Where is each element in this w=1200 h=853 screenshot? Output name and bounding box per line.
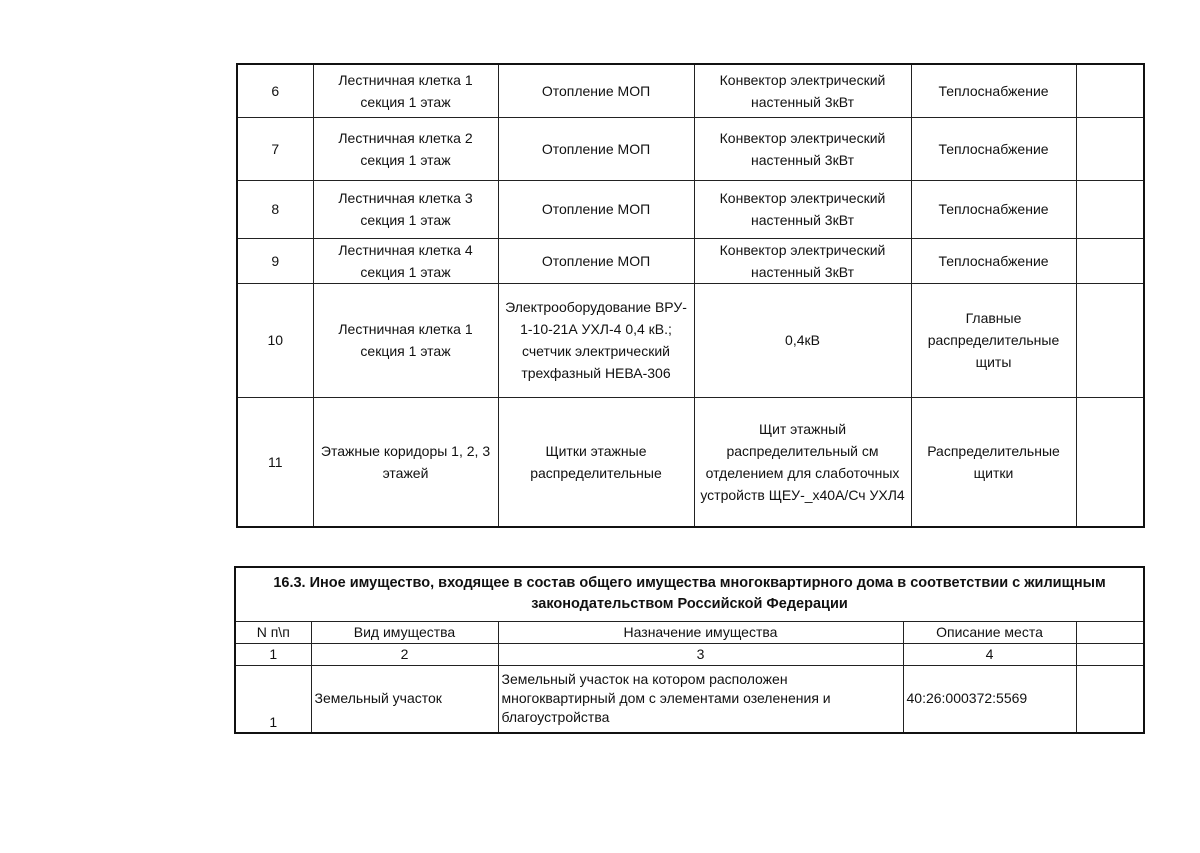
- table-row: [237, 117, 1144, 180]
- header-cell: Назначение имущества: [498, 621, 903, 643]
- equipment-line: устройств ЩЕУ-_х40А/Сч УХЛ4: [700, 486, 905, 503]
- property-type-cell: Земельный участок: [311, 665, 498, 733]
- other-property-table: [234, 566, 1145, 734]
- location-line: секция 1 этаж: [360, 212, 451, 228]
- equipment-cell: [694, 397, 911, 527]
- table-row: [237, 283, 1144, 397]
- purpose-cell: [498, 397, 694, 527]
- column-number: 4: [903, 643, 1076, 665]
- empty-cell: [1076, 117, 1144, 180]
- location-cell: 40:26:000372:5569: [903, 665, 1076, 733]
- row-number: 11: [237, 397, 313, 527]
- column-number: 3: [498, 643, 903, 665]
- empty-cell: [1076, 238, 1144, 283]
- header-cell: Описание места: [903, 621, 1076, 643]
- location-line: Лестничная клетка 3: [338, 190, 473, 206]
- equipment-line: Конвектор электрический: [719, 129, 886, 146]
- equipment-cell: [694, 238, 911, 283]
- row-number: 1: [235, 665, 311, 733]
- table-row: [237, 397, 1144, 527]
- location-line: секция 1 этаж: [360, 93, 451, 110]
- row-number: 6: [237, 64, 313, 117]
- table-row: [237, 180, 1144, 238]
- system-line: Главные: [965, 310, 1022, 326]
- empty-cell: [1076, 621, 1144, 643]
- equipment-table: [236, 63, 1145, 528]
- row-number: 7: [237, 117, 313, 180]
- system-cell: [911, 397, 1076, 527]
- equipment-cell: 0,4кВ: [694, 283, 911, 397]
- empty-cell: [1076, 397, 1144, 527]
- equipment-line: Конвектор электрический: [719, 71, 886, 88]
- empty-cell: [1076, 180, 1144, 238]
- location-line: Лестничная клетка 2: [338, 129, 473, 146]
- location-line: Этажные коридоры 1, 2, 3: [320, 442, 491, 459]
- row-number: 10: [237, 283, 313, 397]
- system-cell: Теплоснабжение: [911, 180, 1076, 238]
- equipment-line: настенный 3кВт: [751, 212, 854, 228]
- location-line: Лестничная клетка 1: [338, 321, 473, 337]
- equipment-line: распределительный см: [726, 442, 879, 459]
- location-cell: [313, 180, 498, 238]
- purpose-cell: Отопление МОП: [498, 64, 694, 117]
- purpose-cell: [498, 665, 903, 733]
- location-line: секция 1 этаж: [360, 151, 451, 168]
- header-cell: N п\п: [235, 621, 311, 643]
- purpose-line: Электрооборудование ВРУ-: [505, 299, 687, 315]
- empty-cell: [1076, 665, 1144, 733]
- purpose-cell: Отопление МОП: [498, 117, 694, 180]
- equipment-line: настенный 3кВт: [751, 151, 854, 168]
- system-line: Распределительные: [927, 442, 1060, 459]
- purpose-cell: Отопление МОП: [498, 180, 694, 238]
- equipment-cell: [694, 117, 911, 180]
- purpose-line: благоустройства: [501, 709, 610, 726]
- location-cell: [313, 117, 498, 180]
- system-line: щитки: [973, 464, 1014, 481]
- table-row: [237, 64, 1144, 117]
- system-cell: Теплоснабжение: [911, 238, 1076, 283]
- row-number: 9: [237, 238, 313, 283]
- equipment-line: настенный 3кВт: [751, 93, 854, 110]
- purpose-line: распределительные: [530, 464, 662, 481]
- section-title-line: 16.3. Иное имущество, входящее в состав общего имущества многоквартирного дома в соответствии с жилищным: [273, 575, 1106, 592]
- system-line: распределительные: [927, 332, 1060, 348]
- header-cell: Вид имущества: [311, 621, 498, 643]
- location-line: секция 1 этаж: [360, 343, 451, 359]
- location-line: Лестничная клетка 1: [338, 71, 473, 88]
- location-cell: [313, 283, 498, 397]
- column-number: 2: [311, 643, 498, 665]
- system-cell: [911, 283, 1076, 397]
- location-line: этажей: [382, 464, 429, 481]
- equipment-line: Конвектор электрический: [719, 241, 886, 258]
- purpose-line: Земельный участок на котором расположен: [501, 671, 788, 688]
- purpose-cell: Отопление МОП: [498, 238, 694, 283]
- location-cell: [313, 64, 498, 117]
- empty-cell: [1076, 64, 1144, 117]
- equipment-line: Щит этажный: [758, 420, 847, 437]
- location-cell: [313, 238, 498, 283]
- purpose-line: трехфазный НЕВА-306: [521, 365, 671, 381]
- location-line: Лестничная клетка 4: [338, 241, 473, 258]
- purpose-line: Щитки этажные: [545, 442, 647, 459]
- section-title: [235, 567, 1144, 621]
- header-row: [235, 621, 1144, 643]
- equipment-line: Конвектор электрический: [719, 190, 886, 206]
- system-cell: Теплоснабжение: [911, 117, 1076, 180]
- column-number: 1: [235, 643, 311, 665]
- table-row: [235, 665, 1144, 733]
- purpose-line: 1-10-21А УХЛ-4 0,4 кВ.;: [520, 321, 672, 337]
- equipment-line: отделением для слаботочных: [705, 464, 900, 481]
- section-title-row: [235, 567, 1144, 621]
- equipment-cell: [694, 64, 911, 117]
- location-cell: [313, 397, 498, 527]
- purpose-cell: [498, 283, 694, 397]
- equipment-line: настенный 3кВт: [751, 263, 854, 280]
- table-row: [237, 238, 1144, 283]
- section-title-line: законодательством Российской Федерации: [531, 596, 848, 613]
- equipment-cell: [694, 180, 911, 238]
- purpose-line: многоквартирный дом с элементами озеленения и: [501, 690, 831, 707]
- system-line: щиты: [975, 354, 1012, 370]
- purpose-line: счетчик электрический: [522, 343, 670, 359]
- column-number-row: [235, 643, 1144, 665]
- empty-cell: [1076, 643, 1144, 665]
- empty-cell: [1076, 283, 1144, 397]
- location-line: секция 1 этаж: [360, 263, 451, 280]
- row-number: 8: [237, 180, 313, 238]
- system-cell: Теплоснабжение: [911, 64, 1076, 117]
